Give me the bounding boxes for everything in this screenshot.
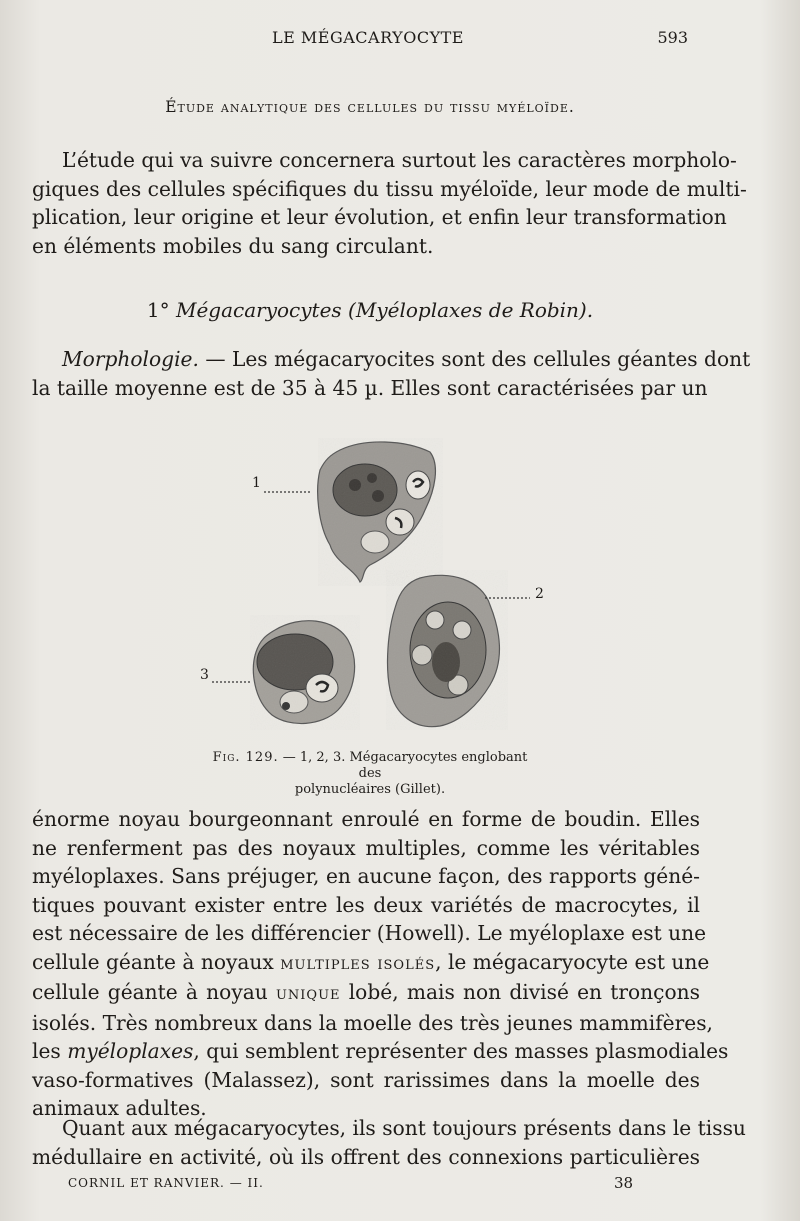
morph-line-2: la taille moyenne est de 35 à 45 µ. Elles sont caractérisées par un — [32, 375, 708, 400]
section-title: Étude analytique des cellules du tissu myéloïde. — [165, 98, 575, 116]
subheading-paren: (Myéloplaxes de Robin). — [348, 298, 594, 322]
subheading — [0, 298, 740, 322]
final-line-2: médullaire en activité, où ils offrent des connexions particulières — [32, 1144, 700, 1169]
figure-label-1 — [252, 475, 312, 492]
svg-text:1: 1 — [252, 475, 261, 491]
body-line — [32, 948, 710, 979]
subheading-title: Mégacaryocytes — [175, 298, 342, 322]
caption-line-1 — [200, 750, 540, 782]
body-line: est nécessaire de les différencier (Howell). Le myéloplaxe est une — [32, 921, 707, 945]
intro-line-2: giques des cellules spécifiques du tissu myéloïde, leur mode de multi- — [32, 176, 747, 201]
svg-text:2: 2 — [535, 586, 544, 602]
body-line-7a: cellule géante à noyau — [32, 980, 276, 1004]
body-line — [32, 1037, 729, 1066]
svg-text:3: 3 — [200, 667, 209, 683]
body-line — [32, 978, 700, 1009]
morph-line-1-rest: — Les mégacaryocites sont des cellules géantes dont — [198, 347, 751, 371]
morph-line-1 — [32, 345, 751, 374]
body-line-9-italic: myéloplaxes — [67, 1039, 194, 1063]
cell-1 — [318, 438, 443, 586]
final-paragraph — [32, 1114, 746, 1171]
intro-line-4: en éléments mobiles du sang circulant. — [32, 233, 434, 258]
body-line-9c: , qui semblent représenter des masses plasmodiales — [193, 1039, 729, 1063]
subheading-number: 1° — [146, 298, 170, 322]
page-number: 593 — [657, 28, 688, 47]
intro-line-1: L’étude qui va suivre concernera surtout les caractères morpholo- — [62, 148, 737, 172]
footer-signature: 38 — [614, 1174, 634, 1192]
body-line-6a: cellule géante à noyaux — [32, 949, 281, 974]
footer-authors: CORNIL ET RANVIER. — II. — [68, 1176, 264, 1190]
morph-label: Morphologie. — [62, 347, 199, 371]
final-line-1: Quant aux mégacaryocytes, ils sont toujours présents dans le tissu — [62, 1116, 746, 1140]
figure-caption — [200, 750, 540, 798]
body-line: myéloplaxes. Sans préjuger, en aucune façon, des rapports géné- — [32, 864, 700, 888]
body-line: énorme noyau bourgeonnant enroulé en forme de boudin. Elles — [32, 807, 700, 831]
body-line: ne renferment pas des noyaux multiples, comme les véritables — [32, 835, 700, 860]
cell-3 — [250, 615, 360, 730]
body-line-7c: lobé, mais non divisé en tronçons — [340, 980, 700, 1004]
caption-figure-number: Fig. 129. — [212, 750, 279, 765]
caption-text: — 1, 2, 3. Mégacaryocytes englobant des — [278, 750, 528, 781]
figure-label-3 — [200, 667, 252, 683]
caption-line-2: polynucléaires (Gillet). — [294, 782, 446, 797]
body-line: tiques pouvant exister entre les deux variétés de macrocytes, il — [32, 892, 700, 917]
figure-129-illustration — [190, 430, 560, 750]
running-title: LE MÉGACARYOCYTE — [272, 28, 464, 47]
body-line-7-smallcaps: unique — [275, 983, 341, 1004]
intro-paragraph — [32, 146, 747, 260]
body-line-9a: les — [32, 1039, 68, 1063]
cell-2 — [386, 570, 508, 730]
body-line: isolés. Très nombreux dans la moelle des très jeunes mammifères, — [32, 1010, 713, 1035]
intro-line-3: plication, leur origine et leur évolution, et enfin leur transformation — [32, 205, 727, 229]
body-line-6-smallcaps: multiples isolés — [280, 952, 436, 974]
body-line: animaux adultes. — [32, 1096, 207, 1120]
body-line-6c: , le mégacaryocyte est une — [435, 949, 710, 974]
morphology-paragraph — [32, 345, 751, 402]
body-line: vaso-formatives (Malassez), sont rarissimes dans la moelle des — [32, 1067, 700, 1092]
body-paragraph — [32, 805, 729, 1123]
